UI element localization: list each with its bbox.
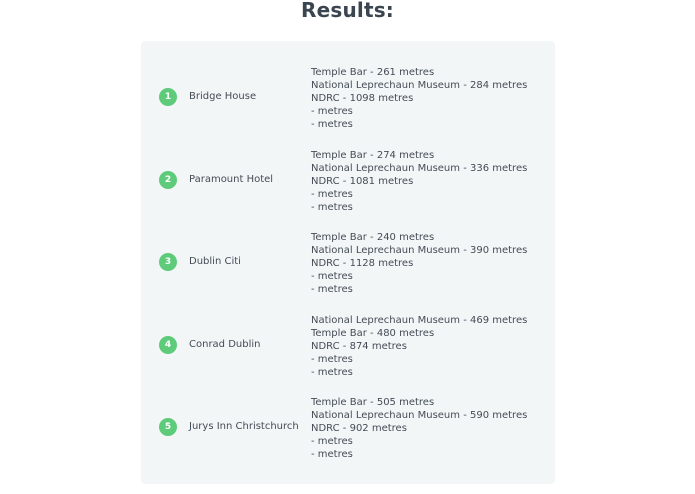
rank-badge: 2	[159, 171, 177, 189]
distance-item: Temple Bar - 240 metres	[311, 232, 435, 243]
hotel-name: Dublin Citi	[189, 256, 241, 267]
page-title: Results:	[300, 0, 395, 22]
distance-list	[311, 66, 527, 131]
result-row	[141, 66, 555, 136]
rank-badge: 5	[159, 418, 177, 436]
distance-item: National Leprechaun Museum - 284 metres	[311, 80, 528, 91]
hotel-name: Jurys Inn Christchurch	[189, 421, 299, 432]
distance-item: - metres	[311, 202, 353, 213]
distance-item: - metres	[311, 436, 353, 447]
distance-item: National Leprechaun Museum - 390 metres	[311, 245, 528, 256]
distance-item: NDRC - 1081 metres	[311, 176, 414, 187]
distance-item: Temple Bar - 505 metres	[311, 397, 435, 408]
distance-list	[311, 314, 527, 379]
result-row	[141, 149, 555, 219]
rank-badge: 1	[159, 88, 177, 106]
distance-item: - metres	[311, 354, 353, 365]
result-row	[141, 314, 555, 384]
results-card	[141, 41, 555, 484]
distance-item: - metres	[311, 367, 353, 378]
distance-item: - metres	[311, 106, 353, 117]
distance-item: - metres	[311, 119, 353, 130]
distance-item: National Leprechaun Museum - 590 metres	[311, 410, 528, 421]
distance-item: NDRC - 902 metres	[311, 423, 407, 434]
distance-item: Temple Bar - 274 metres	[311, 150, 435, 161]
rank-badge: 3	[159, 253, 177, 271]
distance-list	[311, 231, 527, 296]
hotel-name: Bridge House	[189, 91, 257, 102]
rank-badge: 4	[159, 336, 177, 354]
distance-item: National Leprechaun Museum - 469 metres	[311, 315, 528, 326]
distance-item: Temple Bar - 480 metres	[311, 328, 435, 339]
distance-list	[311, 149, 527, 214]
distance-item: Temple Bar - 261 metres	[311, 67, 435, 78]
result-row	[141, 396, 555, 466]
hotel-name: Conrad Dublin	[189, 339, 261, 350]
hotel-name: Paramount Hotel	[189, 174, 274, 185]
distance-item: - metres	[311, 449, 353, 460]
result-row	[141, 231, 555, 301]
distance-item: NDRC - 874 metres	[311, 341, 407, 352]
distance-item: - metres	[311, 271, 353, 282]
distance-item: - metres	[311, 284, 353, 295]
distance-item: National Leprechaun Museum - 336 metres	[311, 163, 528, 174]
distance-item: - metres	[311, 189, 353, 200]
distance-list	[311, 396, 527, 461]
distance-item: NDRC - 1098 metres	[311, 93, 414, 104]
distance-item: NDRC - 1128 metres	[311, 258, 414, 269]
